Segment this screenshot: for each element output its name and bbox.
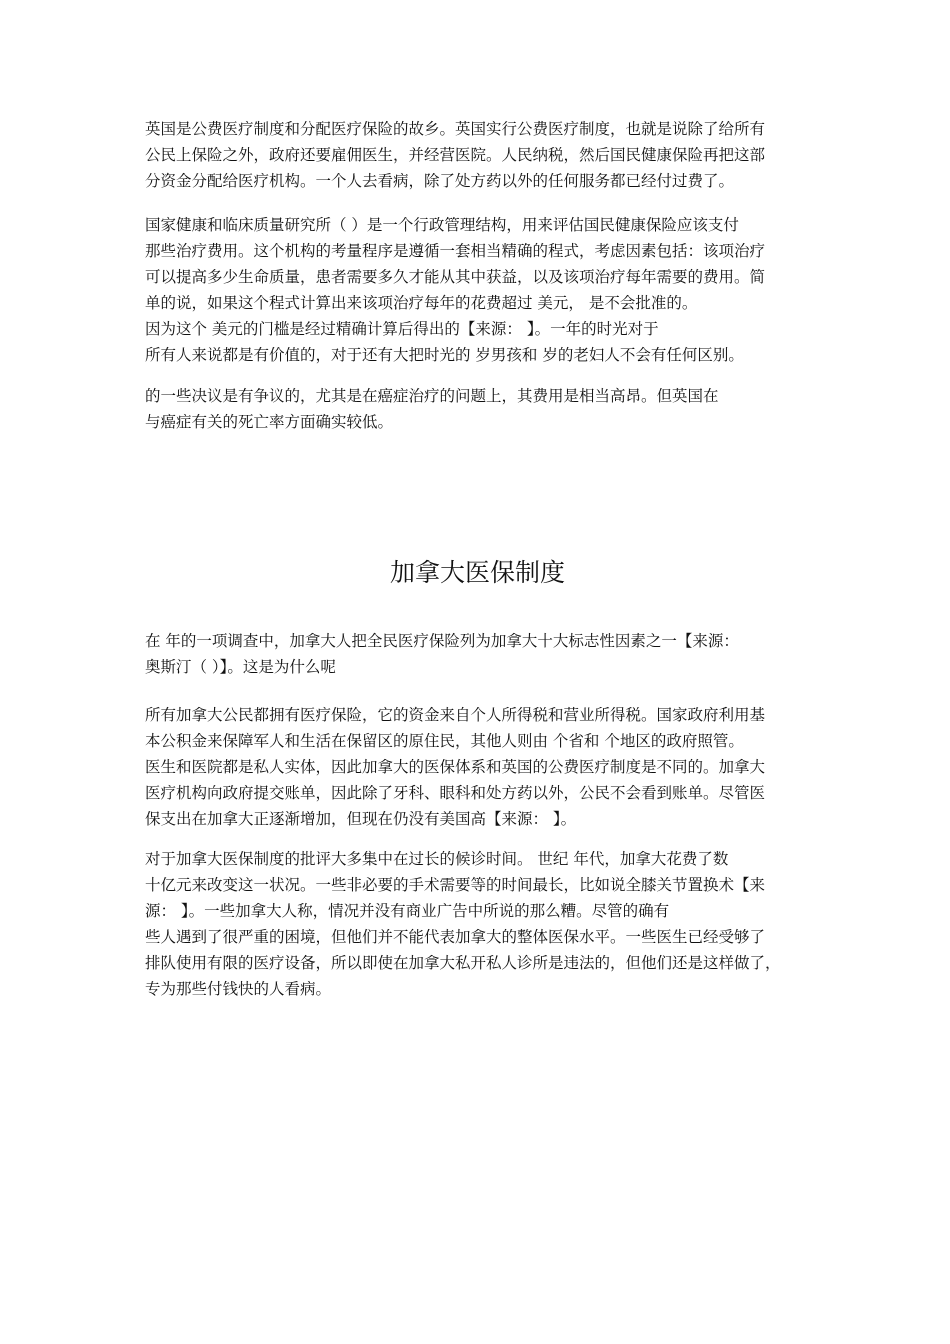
text-line: 医疗机构向政府提交账单，因此除了牙科、眼科和处方药以外，公民不会看到账单。尽管医 — [145, 784, 766, 802]
text-line: 在 年的一项调查中，加拿大人把全民医疗保险列为加拿大十大标志性因素之一【来源： — [145, 632, 739, 650]
text-line: 排队使用有限的医疗设备，所以即使在加拿大私开私人诊所是违法的，但他们还是这样做了， — [145, 954, 781, 972]
text-line: 分资金分配给医疗机构。一个人去看病，除了处方药以外的任何服务都已经付过费了。 — [145, 172, 735, 190]
text-line: 可以提高多少生命质量，患者需要多久才能从其中获益，以及该项治疗每年需要的费用。简 — [145, 268, 766, 286]
text-line: 因为这个 美元的门槛是经过精确计算后得出的【来源： 】。一年的时光对于 — [145, 320, 659, 338]
text-line: 对于加拿大医保制度的批评大多集中在过长的候诊时间。 世纪 年代，加拿大花费了数 — [145, 850, 729, 868]
text-line: 英国是公费医疗制度和分配医疗保险的故乡。英国实行公费医疗制度，也就是说除了给所有 — [145, 120, 766, 138]
text-line: 所有加拿大公民都拥有医疗保险，它的资金来自个人所得税和营业所得税。国家政府利用基 — [145, 706, 766, 724]
text-line: 所有人来说都是有价值的，对于还有大把时光的 岁男孩和 岁的老妇人不会有任何区别。 — [145, 346, 744, 364]
uk-paragraph-1 — [145, 116, 810, 194]
text-line: 些人遇到了很严重的困境，但他们并不能代表加拿大的整体医保水平。一些医生已经受够了 — [145, 928, 766, 946]
canada-paragraph-3 — [145, 846, 810, 1002]
section-heading: 加拿大医保制度 — [389, 558, 565, 587]
text-line: 医生和医院都是私人实体，因此加拿大的医保体系和英国的公费医疗制度是不同的。加拿大 — [145, 758, 766, 776]
text-line: 源： 】。一些加拿大人称，情况并没有商业广告中所说的那么糟。尽管的确有 — [145, 902, 670, 920]
text-line: 奥斯汀（ ）】。这是为什么呢 — [145, 658, 336, 676]
text-line: 与癌症有关的死亡率方面确实较低。 — [145, 413, 394, 431]
text-line: 单的说，如果这个程式计算出来该项治疗每年的花费超过 美元， 是不会批准的。 — [145, 294, 698, 312]
text-line: 十亿元来改变这一状况。一些非必要的手术需要等的时间最长，比如说全膝关节置换术【来 — [145, 876, 766, 894]
canada-paragraph-1 — [145, 628, 810, 680]
text-line: 保支出在加拿大正逐渐增加，但现在仍没有美国高【来源： 】。 — [145, 810, 577, 828]
text-line: 的一些决议是有争议的，尤其是在癌症治疗的问题上，其费用是相当高昂。但英国在 — [145, 387, 719, 405]
text-line: 那些治疗费用。这个机构的考量程序是遵循一套相当精确的程式，考虑因素包括：该项治疗 — [145, 242, 766, 260]
uk-paragraph-2 — [145, 212, 810, 368]
text-line: 本公积金来保障军人和生活在保留区的原住民，其他人则由 个省和 个地区的政府照管。 — [145, 732, 744, 750]
text-line: 国家健康和临床质量研究所（ ）是一个行政管理结构，用来评估国民健康保险应该支付 — [145, 216, 739, 234]
uk-paragraph-3 — [145, 383, 810, 435]
text-line: 公民上保险之外，政府还要雇佣医生，并经营医院。人民纳税，然后国民健康保险再把这部 — [145, 146, 766, 164]
text-line: 专为那些付钱快的人看病。 — [145, 980, 332, 998]
canada-paragraph-2 — [145, 702, 810, 832]
